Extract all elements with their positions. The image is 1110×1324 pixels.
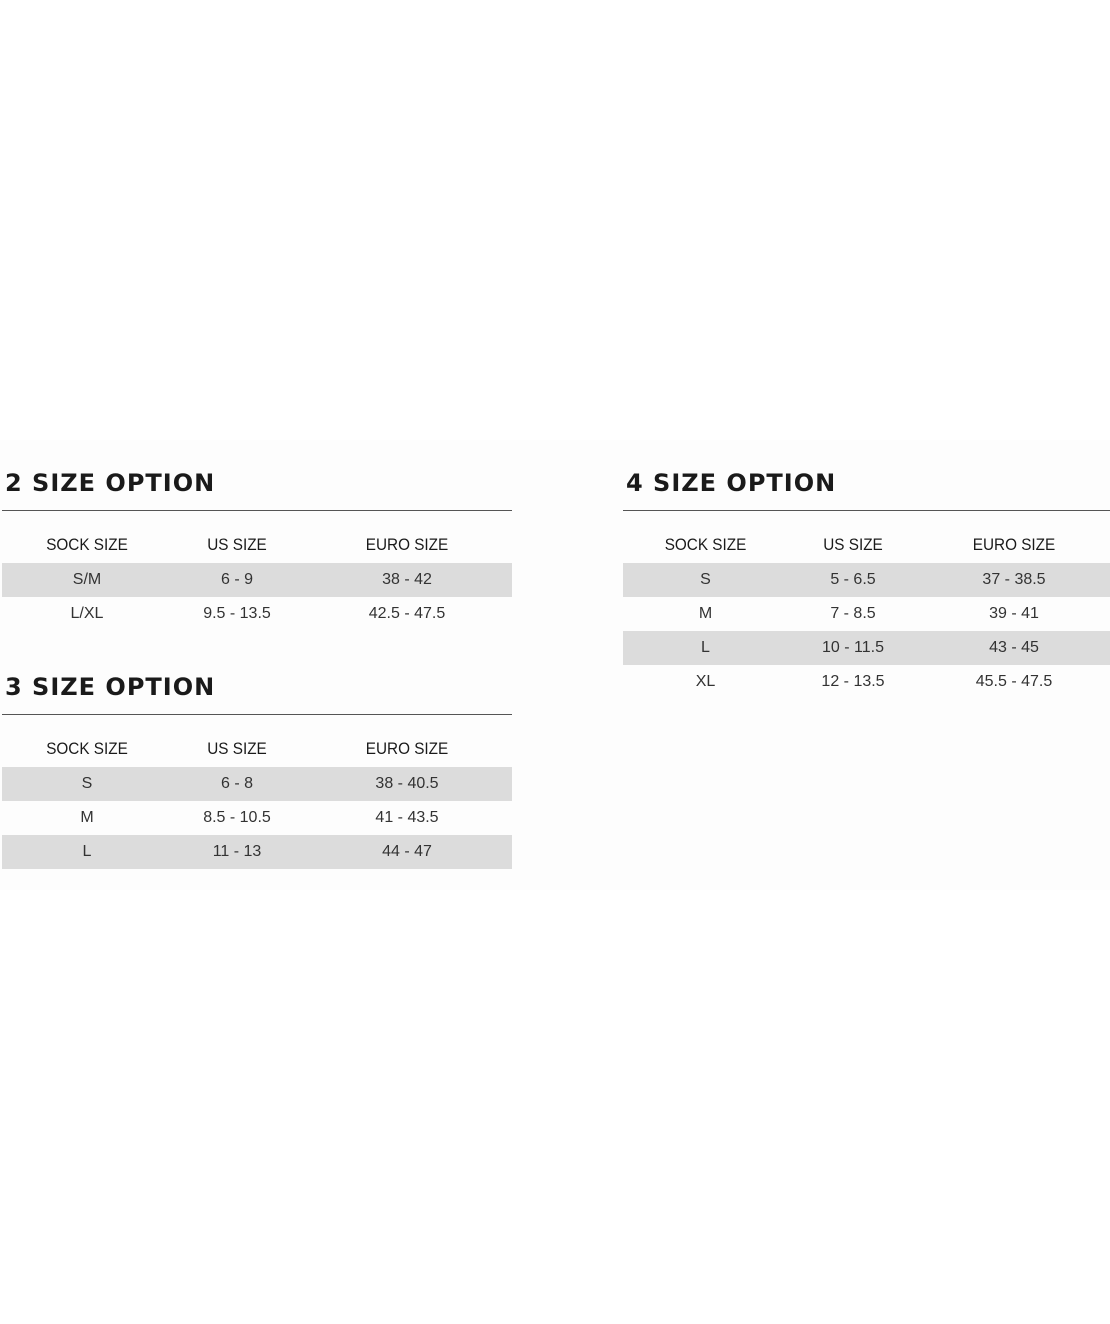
table-row — [2, 767, 512, 801]
section-divider — [623, 510, 1110, 511]
header-sock-size: SOCK SIZE — [46, 739, 128, 758]
table-row — [623, 665, 1110, 699]
cell-sock-size: L — [701, 639, 710, 656]
section-divider — [2, 714, 512, 715]
cell-sock-size: M — [698, 605, 713, 622]
cell-sock-size: XL — [695, 673, 716, 690]
cell-sock-size: L — [82, 843, 92, 860]
cell-euro-size: 39 - 41 — [989, 605, 1039, 622]
table-row — [623, 631, 1110, 665]
cell-us-size: 7 - 8.5 — [830, 605, 876, 622]
cell-euro-size: 43 - 45 — [989, 639, 1039, 656]
table-row — [623, 597, 1110, 631]
cell-euro-size: 38 - 40.5 — [375, 775, 439, 792]
cell-us-size: 11 - 13 — [212, 843, 262, 860]
cell-euro-size: 38 - 42 — [382, 571, 432, 588]
cell-euro-size: 45.5 - 47.5 — [975, 673, 1053, 690]
header-us-size: US SIZE — [207, 535, 267, 554]
table-header-row — [623, 527, 1110, 563]
header-euro-size: EURO SIZE — [365, 739, 449, 758]
cell-euro-size: 42.5 - 47.5 — [368, 605, 446, 622]
cell-euro-size: 44 - 47 — [382, 843, 432, 860]
cell-us-size: 5 - 6.5 — [830, 571, 876, 588]
cell-us-size: 9.5 - 13.5 — [203, 605, 271, 622]
section-title: 2 SIZE OPTION — [5, 469, 216, 497]
section-title: 3 SIZE OPTION — [5, 673, 216, 701]
section-title: 4 SIZE OPTION — [626, 469, 837, 497]
header-euro-size: EURO SIZE — [365, 535, 449, 554]
header-us-size: US SIZE — [823, 535, 883, 554]
cell-us-size: 8.5 - 10.5 — [203, 809, 271, 826]
header-sock-size: SOCK SIZE — [46, 535, 128, 554]
cell-euro-size: 41 - 43.5 — [375, 809, 439, 826]
cell-us-size: 10 - 11.5 — [822, 639, 884, 656]
cell-sock-size: M — [80, 809, 94, 826]
cell-us-size: 12 - 13.5 — [821, 673, 885, 690]
four-size-option-section — [623, 468, 1110, 699]
header-us-size: US SIZE — [207, 739, 267, 758]
cell-us-size: 6 - 9 — [220, 571, 253, 588]
cell-euro-size: 37 - 38.5 — [982, 571, 1046, 588]
cell-us-size: 6 - 8 — [220, 775, 253, 792]
header-euro-size: EURO SIZE — [972, 535, 1056, 554]
size-table — [623, 527, 1110, 699]
table-row — [2, 835, 512, 869]
table-row — [2, 563, 512, 597]
three-size-option-section — [2, 672, 512, 869]
cell-sock-size: S — [700, 571, 711, 588]
two-size-option-section — [2, 468, 512, 631]
table-header-row — [2, 527, 512, 563]
table-header-row — [2, 731, 512, 767]
section-divider — [2, 510, 512, 511]
size-table — [2, 527, 512, 631]
table-row — [2, 597, 512, 631]
size-table — [2, 731, 512, 869]
table-row — [2, 801, 512, 835]
header-sock-size: SOCK SIZE — [664, 535, 747, 554]
cell-sock-size: S — [81, 775, 93, 792]
table-row — [623, 563, 1110, 597]
cell-sock-size: L/XL — [70, 605, 104, 622]
cell-sock-size: S/M — [72, 571, 102, 588]
